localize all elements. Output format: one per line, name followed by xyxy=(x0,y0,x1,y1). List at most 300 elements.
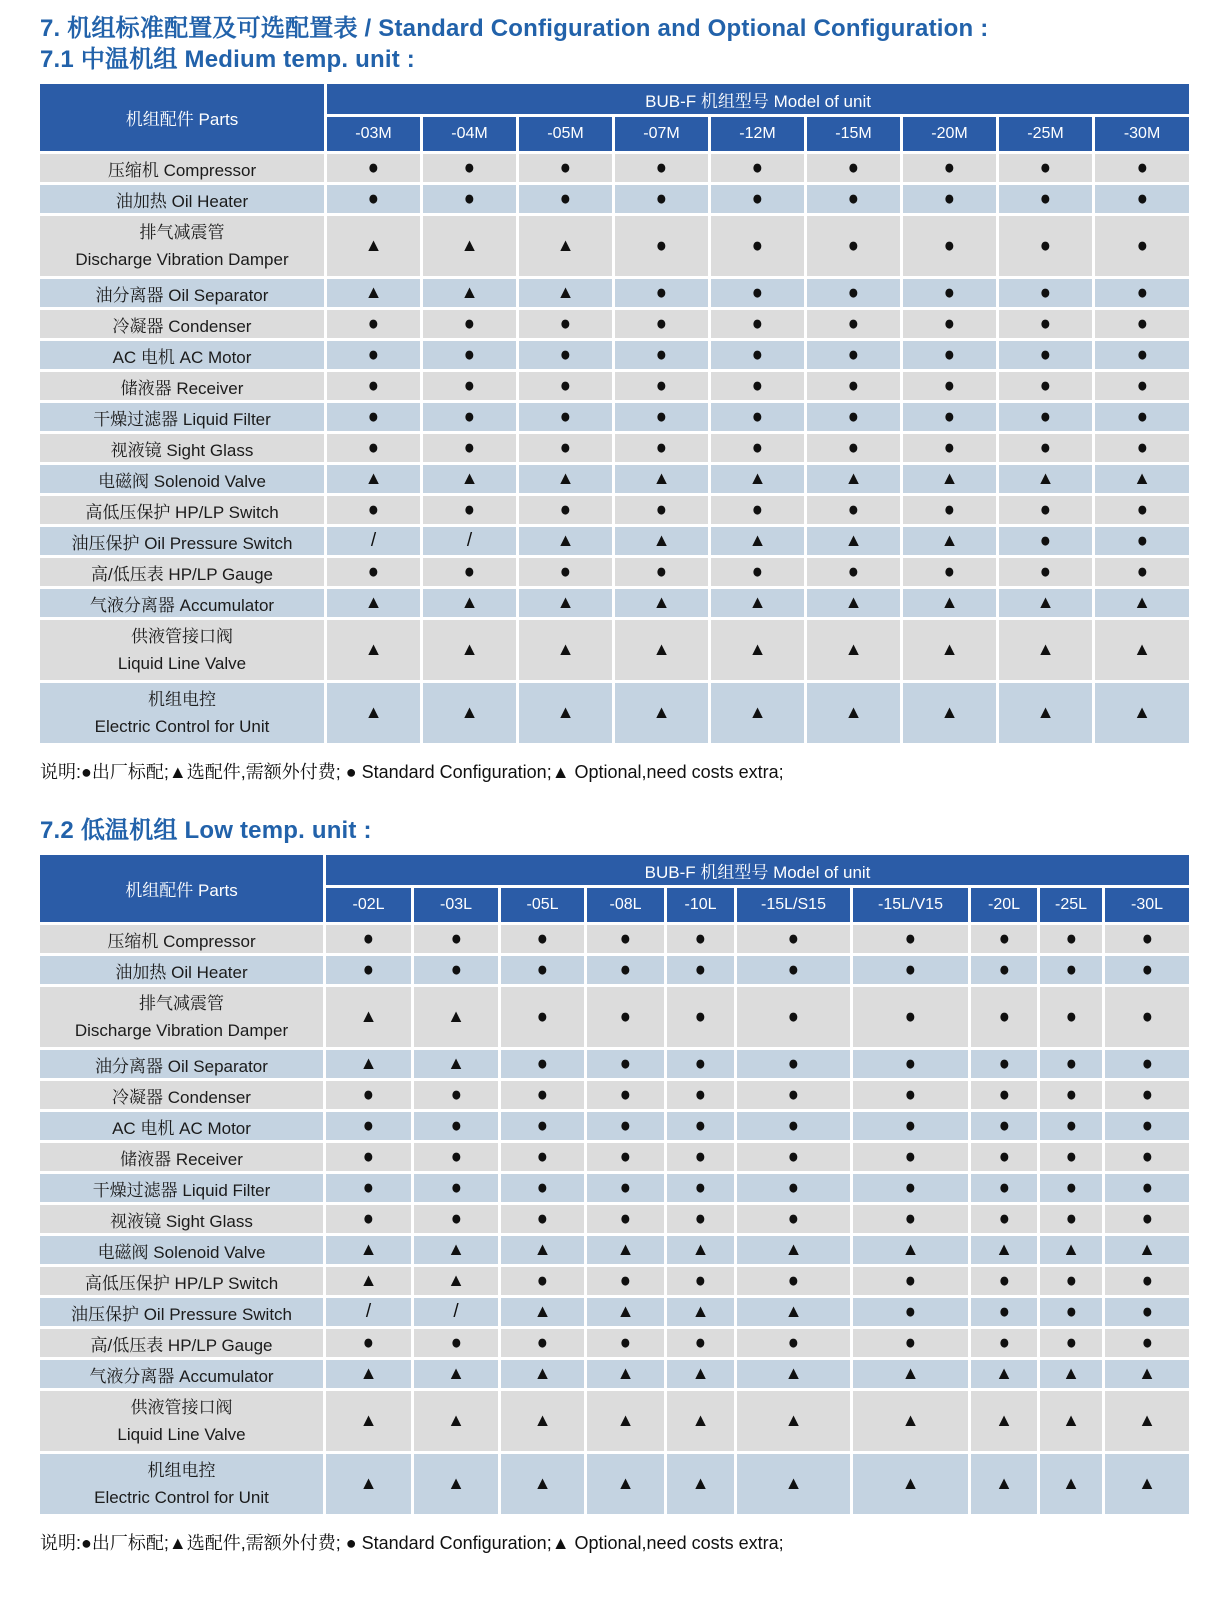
table-row xyxy=(40,1236,1192,1267)
table-row xyxy=(40,987,1192,1050)
standard-dot-icon: ● xyxy=(847,374,860,397)
config-cell xyxy=(587,987,667,1050)
config-cell xyxy=(971,987,1040,1050)
page-title: 7. 机组标准配置及可选配置表 / Standard Configuration and Optional Configuration : xyxy=(40,15,989,42)
standard-dot-icon: ● xyxy=(943,187,956,210)
standard-dot-icon: ● xyxy=(998,1083,1010,1106)
standard-dot-icon: ● xyxy=(619,1145,632,1168)
config-cell xyxy=(711,620,807,683)
part-label: 高低压保护 HP/LP Switch xyxy=(40,1267,326,1298)
config-cell xyxy=(971,956,1040,987)
standard-dot-icon: ● xyxy=(787,1052,800,1075)
config-cell xyxy=(1095,434,1192,465)
optional-triangle-icon: ▲ xyxy=(844,639,863,659)
config-cell xyxy=(501,1360,587,1391)
config-cell xyxy=(327,620,423,683)
standard-dot-icon: ● xyxy=(450,1114,462,1137)
optional-triangle-icon: ▲ xyxy=(901,1363,920,1383)
config-cell xyxy=(667,1081,737,1112)
config-cell xyxy=(423,216,519,279)
optional-triangle-icon: ▲ xyxy=(359,1053,378,1073)
optional-triangle-icon: ▲ xyxy=(1062,1363,1080,1383)
config-cell xyxy=(999,341,1095,372)
config-cell xyxy=(501,956,587,987)
standard-dot-icon: ● xyxy=(619,1114,632,1137)
optional-triangle-icon: ▲ xyxy=(901,1473,920,1493)
low-temp-legend: 说明:●出厂标配;▲选配件,需额外付费; ● Standard Configuration;▲ Optional,need costs extra; xyxy=(40,1533,784,1553)
config-cell xyxy=(615,279,711,310)
part-label-zh: 机组电控 xyxy=(148,690,216,709)
config-cell xyxy=(711,403,807,434)
config-cell xyxy=(903,683,999,746)
config-cell xyxy=(711,683,807,746)
standard-dot-icon: ● xyxy=(536,1052,549,1075)
standard-dot-icon: ● xyxy=(536,1176,549,1199)
config-cell xyxy=(327,434,423,465)
table-row xyxy=(40,1143,1192,1174)
standard-dot-icon: ● xyxy=(751,281,764,304)
optional-triangle-icon: ▲ xyxy=(616,1239,635,1259)
config-cell xyxy=(971,1050,1040,1081)
config-cell xyxy=(519,154,615,185)
config-cell xyxy=(807,465,903,496)
optional-triangle-icon: ▲ xyxy=(447,1473,465,1493)
config-cell xyxy=(1105,1329,1192,1360)
config-cell xyxy=(519,620,615,683)
config-cell xyxy=(501,1391,587,1454)
optional-triangle-icon: ▲ xyxy=(364,592,383,612)
standard-dot-icon: ● xyxy=(998,1176,1010,1199)
standard-dot-icon: ● xyxy=(904,1114,917,1137)
config-cell xyxy=(414,956,501,987)
standard-dot-icon: ● xyxy=(943,436,956,459)
config-cell xyxy=(414,1329,501,1360)
medium-temp-config-table xyxy=(40,84,1192,746)
optional-triangle-icon: ▲ xyxy=(1036,702,1055,722)
config-cell xyxy=(1095,185,1192,216)
config-cell xyxy=(327,496,423,527)
config-cell xyxy=(327,465,423,496)
standard-dot-icon: ● xyxy=(1039,312,1052,335)
config-cell xyxy=(423,154,519,185)
config-cell xyxy=(853,956,971,987)
standard-dot-icon: ● xyxy=(847,405,860,428)
model-column-header: -25M xyxy=(999,117,1095,154)
standard-dot-icon: ● xyxy=(450,1083,462,1106)
config-cell xyxy=(414,987,501,1050)
standard-dot-icon: ● xyxy=(787,1114,800,1137)
standard-dot-icon: ● xyxy=(943,156,956,179)
config-cell xyxy=(853,1267,971,1298)
config-cell xyxy=(737,1454,853,1517)
model-column-header: -20M xyxy=(903,117,999,154)
standard-dot-icon: ● xyxy=(1039,498,1052,521)
config-cell xyxy=(667,1112,737,1143)
config-cell xyxy=(903,403,999,434)
optional-triangle-icon: ▲ xyxy=(940,468,959,488)
config-cell xyxy=(327,558,423,589)
config-cell xyxy=(807,434,903,465)
config-cell xyxy=(667,925,737,956)
optional-triangle-icon: ▲ xyxy=(460,592,479,612)
config-cell xyxy=(971,1112,1040,1143)
optional-triangle-icon: ▲ xyxy=(359,1239,378,1259)
config-cell xyxy=(1095,154,1192,185)
part-label: 油分离器 Oil Separator xyxy=(40,279,327,310)
standard-dot-icon: ● xyxy=(943,498,956,521)
config-cell xyxy=(999,496,1095,527)
optional-triangle-icon: ▲ xyxy=(359,1363,378,1383)
model-column-header: -07M xyxy=(615,117,711,154)
part-label: 气液分离器 Accumulator xyxy=(40,589,327,620)
part-label: 压缩机 Compressor xyxy=(40,154,327,185)
standard-dot-icon: ● xyxy=(694,1331,707,1354)
table-row xyxy=(40,1360,1192,1391)
config-cell xyxy=(414,1267,501,1298)
standard-dot-icon: ● xyxy=(559,405,572,428)
standard-dot-icon: ● xyxy=(1141,1114,1153,1137)
config-cell xyxy=(1105,1454,1192,1517)
config-cell xyxy=(903,310,999,341)
config-cell xyxy=(326,1205,414,1236)
config-cell xyxy=(737,1236,853,1267)
optional-triangle-icon: ▲ xyxy=(447,1410,465,1430)
standard-dot-icon: ● xyxy=(751,156,764,179)
config-cell xyxy=(587,1112,667,1143)
config-cell xyxy=(711,372,807,403)
config-cell xyxy=(326,925,414,956)
config-cell xyxy=(853,925,971,956)
part-label: 视液镜 Sight Glass xyxy=(40,434,327,465)
standard-dot-icon: ● xyxy=(619,1176,632,1199)
optional-triangle-icon: ▲ xyxy=(447,1363,465,1383)
model-column-header: -15M xyxy=(807,117,903,154)
config-cell xyxy=(519,279,615,310)
medium-temp-legend: 说明:●出厂标配;▲选配件,需额外付费; ● Standard Configuration;▲ Optional,need costs extra; xyxy=(40,762,784,782)
standard-dot-icon: ● xyxy=(536,958,549,981)
table-row xyxy=(40,465,1192,496)
optional-triangle-icon: ▲ xyxy=(616,1363,635,1383)
optional-triangle-icon: ▲ xyxy=(1133,639,1151,659)
optional-triangle-icon: ▲ xyxy=(691,1363,710,1383)
config-cell xyxy=(667,1360,737,1391)
config-cell xyxy=(737,1143,853,1174)
standard-dot-icon: ● xyxy=(536,1005,549,1028)
optional-triangle-icon: ▲ xyxy=(995,1473,1013,1493)
optional-triangle-icon: ▲ xyxy=(1036,639,1055,659)
standard-dot-icon: ● xyxy=(847,234,860,257)
config-cell xyxy=(711,434,807,465)
config-cell xyxy=(667,1329,737,1360)
config-cell xyxy=(737,1391,853,1454)
config-cell xyxy=(971,1360,1040,1391)
config-cell xyxy=(501,1112,587,1143)
config-cell xyxy=(327,154,423,185)
standard-dot-icon: ● xyxy=(367,187,380,210)
config-cell xyxy=(501,1298,587,1329)
standard-dot-icon: ● xyxy=(1065,1176,1077,1199)
standard-dot-icon: ● xyxy=(1065,927,1077,950)
standard-dot-icon: ● xyxy=(751,187,764,210)
low-temp-subtitle: 7.2 低温机组 Low temp. unit : xyxy=(40,817,372,844)
standard-dot-icon: ● xyxy=(694,1269,707,1292)
table-row xyxy=(40,496,1192,527)
part-label-zh: 供液管接口阀 xyxy=(131,627,233,646)
config-cell xyxy=(587,925,667,956)
part-label xyxy=(40,987,326,1050)
config-cell xyxy=(414,1298,501,1329)
config-cell xyxy=(807,279,903,310)
config-cell xyxy=(711,279,807,310)
optional-triangle-icon: ▲ xyxy=(784,1410,803,1430)
config-cell xyxy=(999,403,1095,434)
model-column-header: -12M xyxy=(711,117,807,154)
config-cell xyxy=(327,589,423,620)
part-label-en: Liquid Line Valve xyxy=(117,654,247,673)
config-cell xyxy=(327,372,423,403)
optional-triangle-icon: ▲ xyxy=(460,468,479,488)
config-cell xyxy=(711,341,807,372)
config-cell xyxy=(667,1391,737,1454)
part-label: 高低压保护 HP/LP Switch xyxy=(40,496,327,527)
part-label xyxy=(40,1454,326,1517)
config-cell xyxy=(414,1391,501,1454)
config-cell xyxy=(807,216,903,279)
config-cell xyxy=(1040,956,1105,987)
model-column-header: -04M xyxy=(423,117,519,154)
config-cell xyxy=(667,1143,737,1174)
optional-triangle-icon: ▲ xyxy=(1062,1473,1080,1493)
part-label: 储液器 Receiver xyxy=(40,1143,326,1174)
part-label: 冷凝器 Condenser xyxy=(40,1081,326,1112)
standard-dot-icon: ● xyxy=(463,405,476,428)
standard-dot-icon: ● xyxy=(362,927,375,950)
model-column-header: -15L/V15 xyxy=(853,888,971,925)
config-cell xyxy=(501,1081,587,1112)
table-row xyxy=(40,1454,1192,1517)
part-label-zh: 排气减震管 xyxy=(139,994,224,1013)
config-cell xyxy=(326,1298,414,1329)
config-cell xyxy=(971,1236,1040,1267)
config-cell xyxy=(853,1454,971,1517)
standard-dot-icon: ● xyxy=(998,1005,1010,1028)
config-cell xyxy=(587,1329,667,1360)
part-label: AC 电机 AC Motor xyxy=(40,1112,326,1143)
config-cell xyxy=(1105,925,1192,956)
standard-dot-icon: ● xyxy=(463,312,476,335)
table-row xyxy=(40,310,1192,341)
standard-dot-icon: ● xyxy=(1065,1269,1077,1292)
standard-dot-icon: ● xyxy=(751,498,764,521)
standard-dot-icon: ● xyxy=(787,1176,800,1199)
config-cell xyxy=(853,1360,971,1391)
optional-triangle-icon: ▲ xyxy=(691,1239,710,1259)
config-cell xyxy=(501,1329,587,1360)
table-row xyxy=(40,403,1192,434)
table-row xyxy=(40,1205,1192,1236)
standard-dot-icon: ● xyxy=(847,560,860,583)
optional-triangle-icon: ▲ xyxy=(359,1410,378,1430)
config-cell xyxy=(1040,1081,1105,1112)
part-label: 储液器 Receiver xyxy=(40,372,327,403)
config-cell xyxy=(903,620,999,683)
config-cell xyxy=(737,1205,853,1236)
table-row xyxy=(40,683,1192,746)
config-cell xyxy=(667,987,737,1050)
standard-dot-icon: ● xyxy=(904,1269,917,1292)
standard-dot-icon: ● xyxy=(904,927,917,950)
standard-dot-icon: ● xyxy=(694,958,707,981)
optional-triangle-icon: ▲ xyxy=(533,1473,552,1493)
part-label: 高/低压表 HP/LP Gauge xyxy=(40,1329,326,1360)
part-label xyxy=(40,1391,326,1454)
config-cell xyxy=(423,372,519,403)
optional-triangle-icon: ▲ xyxy=(556,702,575,722)
standard-dot-icon: ● xyxy=(450,1176,462,1199)
standard-dot-icon: ● xyxy=(1039,529,1052,552)
config-cell xyxy=(414,1236,501,1267)
standard-dot-icon: ● xyxy=(362,1114,375,1137)
config-cell xyxy=(667,956,737,987)
config-cell xyxy=(737,1329,853,1360)
config-cell xyxy=(326,1391,414,1454)
config-cell xyxy=(326,1081,414,1112)
config-cell xyxy=(807,496,903,527)
standard-dot-icon: ● xyxy=(1039,374,1052,397)
standard-dot-icon: ● xyxy=(1136,312,1148,335)
optional-triangle-icon: ▲ xyxy=(1138,1410,1156,1430)
standard-dot-icon: ● xyxy=(1065,1145,1077,1168)
config-cell xyxy=(807,683,903,746)
config-cell xyxy=(711,589,807,620)
config-cell xyxy=(423,310,519,341)
standard-dot-icon: ● xyxy=(655,234,668,257)
config-cell xyxy=(423,496,519,527)
config-cell xyxy=(711,465,807,496)
optional-triangle-icon: ▲ xyxy=(556,282,575,302)
config-cell xyxy=(501,1143,587,1174)
standard-dot-icon: ● xyxy=(998,1145,1010,1168)
config-cell xyxy=(1095,683,1192,746)
optional-triangle-icon: ▲ xyxy=(460,282,479,302)
standard-dot-icon: ● xyxy=(1136,498,1148,521)
standard-dot-icon: ● xyxy=(655,436,668,459)
config-cell xyxy=(667,1298,737,1329)
config-cell xyxy=(587,1205,667,1236)
config-cell xyxy=(971,1267,1040,1298)
config-cell xyxy=(615,589,711,620)
standard-dot-icon: ● xyxy=(450,927,462,950)
config-cell xyxy=(971,1205,1040,1236)
optional-triangle-icon: ▲ xyxy=(940,530,959,550)
optional-triangle-icon: ▲ xyxy=(844,530,863,550)
standard-dot-icon: ● xyxy=(1141,1145,1153,1168)
config-cell xyxy=(1040,1360,1105,1391)
config-cell xyxy=(853,1050,971,1081)
config-cell xyxy=(615,372,711,403)
optional-triangle-icon: ▲ xyxy=(1062,1239,1080,1259)
config-cell xyxy=(807,341,903,372)
config-cell xyxy=(423,558,519,589)
standard-dot-icon: ● xyxy=(1039,234,1052,257)
standard-dot-icon: ● xyxy=(998,927,1010,950)
part-label-en: Electric Control for Unit xyxy=(94,1488,269,1507)
standard-dot-icon: ● xyxy=(1065,1114,1077,1137)
standard-dot-icon: ● xyxy=(1141,927,1153,950)
config-cell xyxy=(903,589,999,620)
config-cell xyxy=(615,403,711,434)
config-cell xyxy=(903,279,999,310)
standard-dot-icon: ● xyxy=(362,958,375,981)
config-cell xyxy=(807,558,903,589)
part-label: 油分离器 Oil Separator xyxy=(40,1050,326,1081)
standard-dot-icon: ● xyxy=(536,1145,549,1168)
part-label: 干燥过滤器 Liquid Filter xyxy=(40,1174,326,1205)
standard-dot-icon: ● xyxy=(1065,1083,1077,1106)
not-available-slash-icon: / xyxy=(365,1301,372,1322)
part-label xyxy=(40,620,327,683)
config-cell xyxy=(853,987,971,1050)
standard-dot-icon: ● xyxy=(943,405,956,428)
config-cell xyxy=(1105,1143,1192,1174)
config-cell xyxy=(587,1298,667,1329)
optional-triangle-icon: ▲ xyxy=(748,468,767,488)
standard-dot-icon: ● xyxy=(787,927,800,950)
optional-triangle-icon: ▲ xyxy=(1036,592,1055,612)
optional-triangle-icon: ▲ xyxy=(844,702,863,722)
standard-dot-icon: ● xyxy=(362,1176,375,1199)
model-column-header: -30L xyxy=(1105,888,1192,925)
standard-dot-icon: ● xyxy=(847,436,860,459)
standard-dot-icon: ● xyxy=(536,927,549,950)
standard-dot-icon: ● xyxy=(1136,187,1148,210)
optional-triangle-icon: ▲ xyxy=(652,639,671,659)
config-cell xyxy=(999,683,1095,746)
config-cell xyxy=(971,1391,1040,1454)
standard-dot-icon: ● xyxy=(1065,1300,1077,1323)
config-cell xyxy=(903,558,999,589)
optional-triangle-icon: ▲ xyxy=(533,1301,552,1321)
config-cell xyxy=(327,310,423,341)
model-column-header: -10L xyxy=(667,888,737,925)
optional-triangle-icon: ▲ xyxy=(447,1006,465,1026)
optional-triangle-icon: ▲ xyxy=(1133,592,1151,612)
config-cell xyxy=(1105,1360,1192,1391)
config-cell xyxy=(326,1174,414,1205)
config-cell xyxy=(519,185,615,216)
model-column-header: -02L xyxy=(326,888,414,925)
parts-header: 机组配件 Parts xyxy=(40,84,327,154)
standard-dot-icon: ● xyxy=(450,958,462,981)
optional-triangle-icon: ▲ xyxy=(748,530,767,550)
standard-dot-icon: ● xyxy=(787,1331,800,1354)
config-cell xyxy=(737,1298,853,1329)
config-cell xyxy=(903,434,999,465)
standard-dot-icon: ● xyxy=(1141,1331,1153,1354)
standard-dot-icon: ● xyxy=(751,312,764,335)
optional-triangle-icon: ▲ xyxy=(359,1270,378,1290)
optional-triangle-icon: ▲ xyxy=(652,592,671,612)
config-cell xyxy=(737,1174,853,1205)
config-cell xyxy=(1105,1391,1192,1454)
config-cell xyxy=(1040,1454,1105,1517)
part-label xyxy=(40,216,327,279)
standard-dot-icon: ● xyxy=(1141,1083,1153,1106)
optional-triangle-icon: ▲ xyxy=(556,468,575,488)
model-column-header: -05L xyxy=(501,888,587,925)
standard-dot-icon: ● xyxy=(943,312,956,335)
optional-triangle-icon: ▲ xyxy=(1036,468,1055,488)
